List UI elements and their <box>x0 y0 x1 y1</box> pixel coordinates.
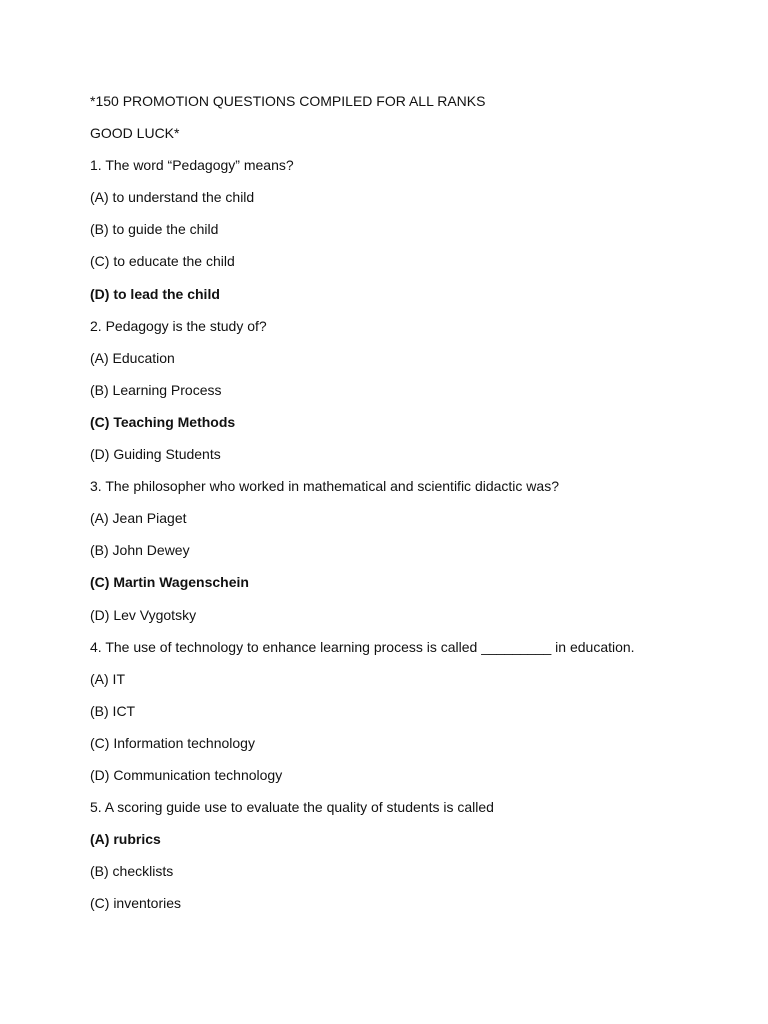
question-text: 5. A scoring guide use to evaluate the quality of students is called <box>90 799 494 816</box>
question-text: 3. The philosopher who worked in mathematical and scientific didactic was? <box>90 478 559 495</box>
answer-option: (B) ICT <box>90 702 136 719</box>
question-text: 2. Pedagogy is the study of? <box>90 317 267 334</box>
question-text: 4. The use of technology to enhance learning process is called _________ in education. <box>90 638 635 655</box>
answer-option: (D) Guiding Students <box>90 446 221 463</box>
answer-option: (A) Education <box>90 349 175 366</box>
document-header-title: *150 PROMOTION QUESTIONS COMPILED FOR ALL RANKS <box>90 93 486 109</box>
correct-answer-option: (D) to lead the child <box>90 285 220 302</box>
answer-option: (A) Jean Piaget <box>90 510 187 527</box>
document-header-good-luck: GOOD LUCK* <box>90 125 180 142</box>
correct-answer-option: (C) Martin Wagenschein <box>90 574 249 591</box>
answer-option: (C) inventories <box>90 895 182 912</box>
answer-option: (B) to guide the child <box>90 221 219 238</box>
question-text: 1. The word “Pedagogy” means? <box>90 157 294 174</box>
answer-option: (D) Communication technology <box>90 766 283 783</box>
correct-answer-option: (A) rubrics <box>90 831 161 848</box>
answer-option: (C) to educate the child <box>90 253 235 270</box>
answer-option: (B) checklists <box>90 863 174 880</box>
correct-answer-option: (C) Teaching Methods <box>90 413 236 430</box>
answer-option: (A) IT <box>90 670 125 687</box>
answer-option: (A) to understand the child <box>90 189 255 206</box>
answer-option: (C) Information technology <box>90 734 255 751</box>
document-content <box>90 92 730 926</box>
answer-option: (B) Learning Process <box>90 381 222 398</box>
answer-option: (B) John Dewey <box>90 542 190 559</box>
answer-option: (D) Lev Vygotsky <box>90 606 197 623</box>
